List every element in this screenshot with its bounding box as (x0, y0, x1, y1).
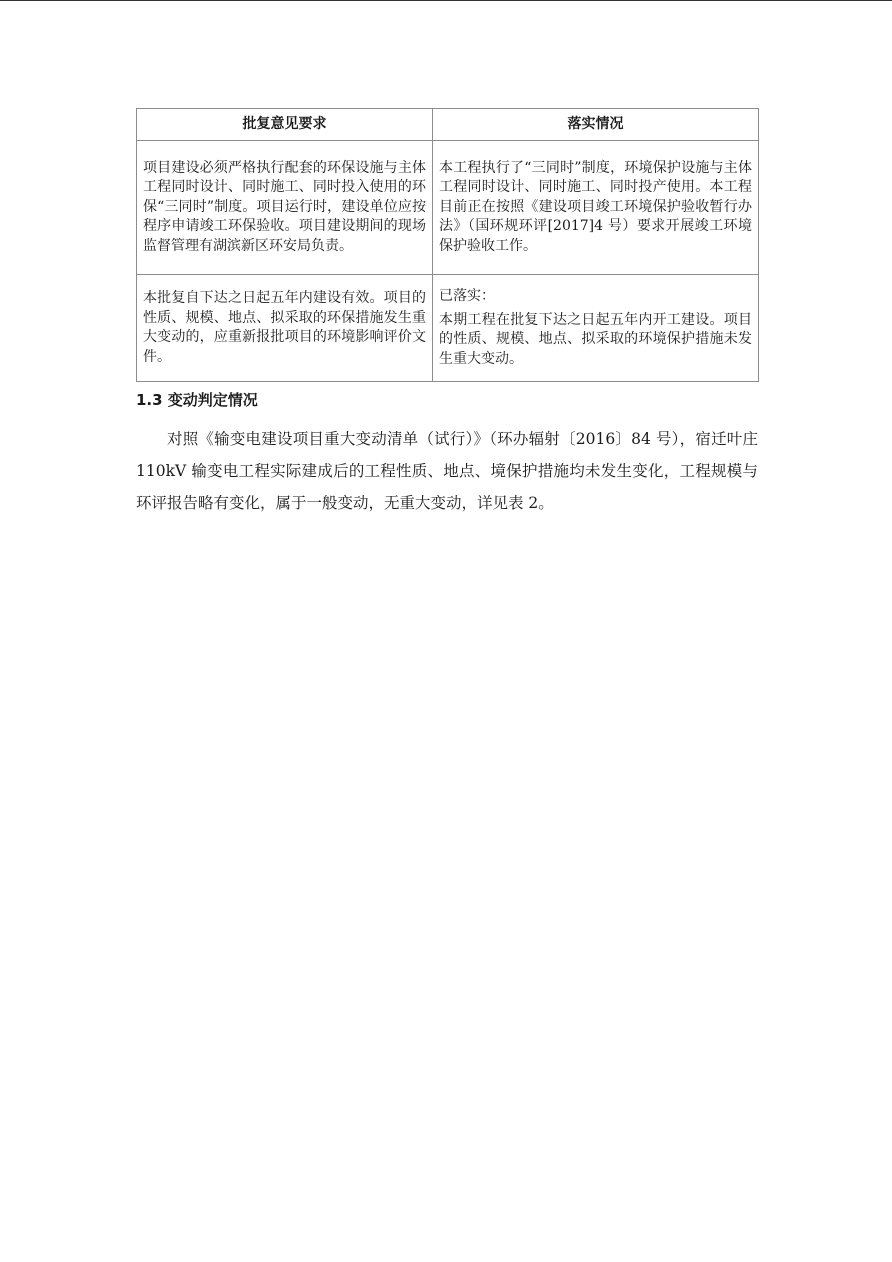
header-requirement: 批复意见要求 (137, 109, 433, 141)
header-status: 落实情况 (433, 109, 759, 141)
requirement-cell: 本批复自下达之日起五年内建设有效。项目的性质、规模、地点、拟采取的环保措施发生重大变动的，应重新报批项目的环境影响评价文件。 (137, 275, 433, 382)
page-top-border (0, 0, 892, 1)
table-header-row (137, 109, 759, 141)
section-heading: 1.3 变动判定情况 (136, 391, 258, 409)
status-cell (433, 275, 759, 382)
status-text: 本期工程在批复下达之日起五年内开工建设。项目的性质、规模、地点、拟采取的环境保护措施未发生重大变动。 (439, 311, 752, 367)
body-paragraph: 对照《输变电建设项目重大变动清单（试行）》（环办辐射〔2016〕84 号），宿迁叶庄 110kV 输变电工程实际建成后的工程性质、地点、境保护措施均未发生变化，工程规模与环评报告略有变化，属于一般变动，无重大变动，详见表 2。 (136, 430, 758, 512)
status-lead: 已落实： (439, 288, 495, 304)
status-cell: 本工程执行了“三同时”制度，环境保护设施与主体工程同时设计、同时施工、同时投产使用。本工程目前正在按照《建设项目竣工环境保护验收暂行办法》（国环规环评[2017]4 号）要求开展竣工环境保护验收工作。 (433, 141, 759, 275)
table-row (137, 275, 759, 382)
table-row (137, 141, 759, 275)
requirement-cell: 项目建设必须严格执行配套的环保设施与主体工程同时设计、同时施工、同时投入使用的环保“三同时”制度。项目运行时，建设单位应按程序申请竣工环保验收。项目建设期间的现场监督管理有湖滨新区环安局负责。 (137, 141, 433, 275)
approval-implementation-table (136, 108, 759, 382)
